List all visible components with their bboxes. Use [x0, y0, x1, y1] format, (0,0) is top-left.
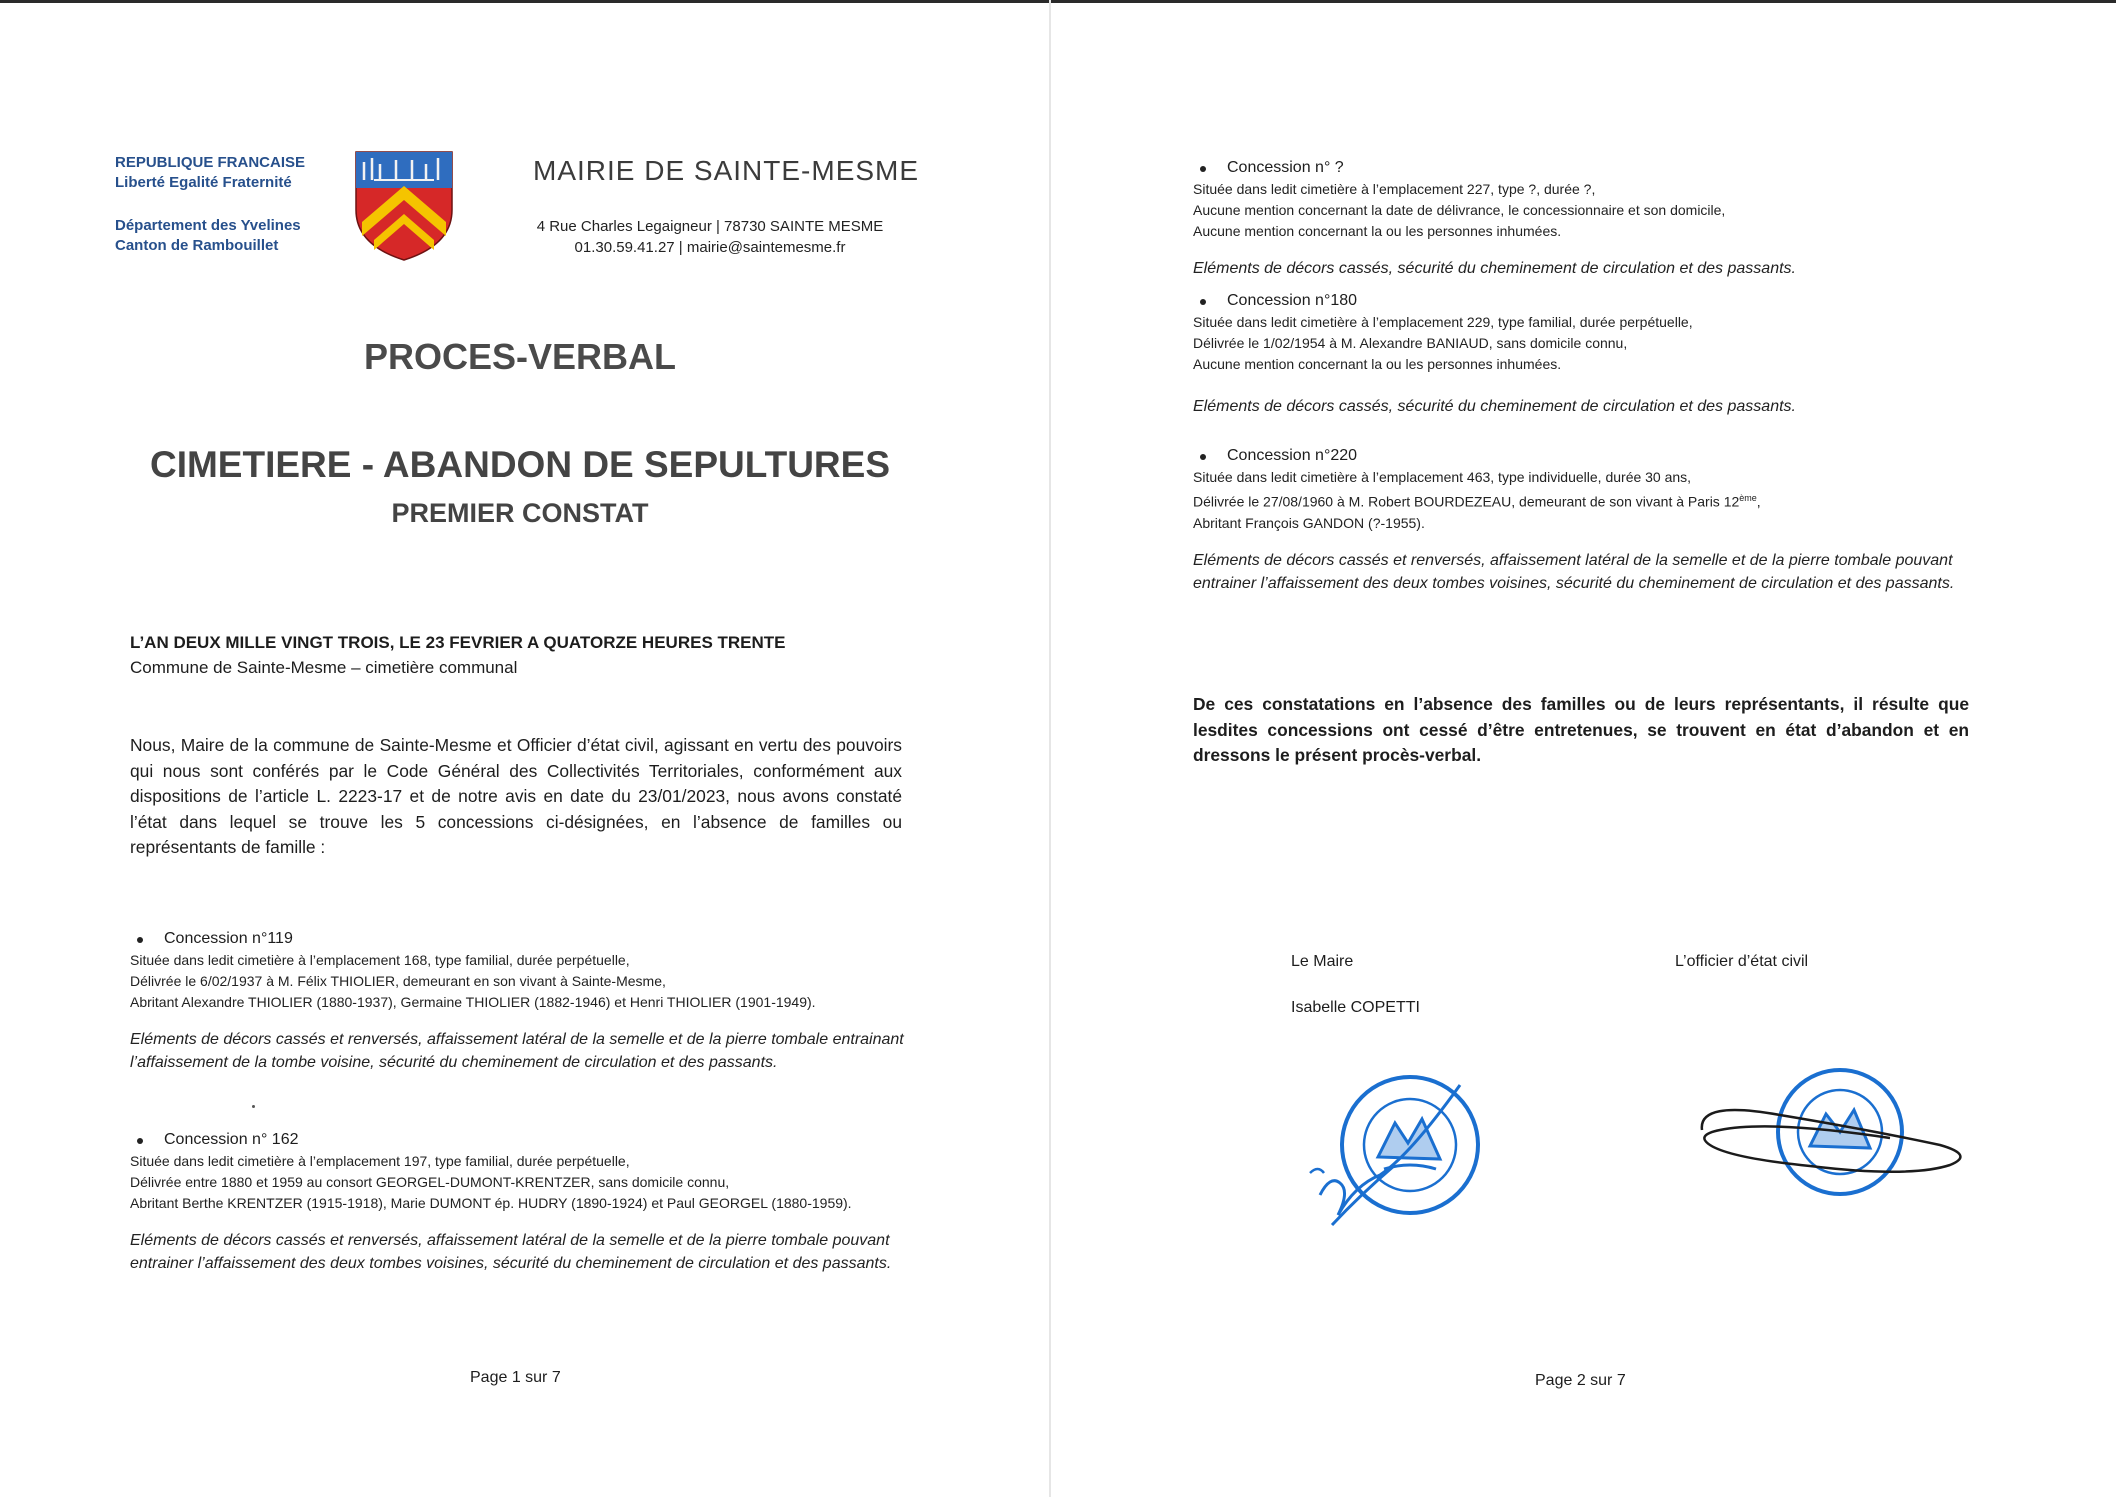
devise-label: Liberté Egalité Fraternité: [115, 174, 292, 191]
departement-label: Département des Yvelines: [115, 217, 301, 234]
concession-line: Aucune mention concernant la date de délivrance, le concessionnaire et son domicile,: [1193, 202, 1726, 218]
concession-observation: Eléments de décors cassés, sécurité du cheminement de circulation et des passants.: [1193, 398, 1796, 415]
concession-line: Située dans ledit cimetière à l’emplacement 229, type familial, durée perpétuelle,: [1193, 314, 1693, 330]
concession-line-end: ,: [1756, 493, 1761, 510]
concession-item: [1193, 157, 1969, 280]
contact-line: 01.30.59.41.27 | mairie@saintemesme.fr: [574, 239, 846, 256]
page-number: Page 1 sur 7: [470, 1369, 561, 1386]
concession-line-text: Délivrée le 27/08/1960 à M. Robert BOURDEZEAU, demeurant de son vivant à Paris 12: [1193, 493, 1740, 510]
concession-line: Aucune mention concernant la ou les personnes inhumées.: [1193, 223, 1562, 239]
officier-stamp-icon: [1690, 1060, 1980, 1230]
concession-line: Aucune mention concernant la ou les personnes inhumées.: [1193, 356, 1562, 372]
concession-line: Délivrée le 6/02/1937 à M. Félix THIOLIER, demeurant en son vivant à Sainte-Mesme,: [130, 973, 666, 989]
concession-observation: Eléments de décors cassés, sécurité du cheminement de circulation et des passants.: [1193, 260, 1796, 277]
document-subject: CIMETIERE - ABANDON DE SEPULTURES: [149, 444, 891, 485]
concession-item: [1193, 290, 1969, 418]
concession-line: [1193, 488, 1969, 513]
concession-line: Abritant Berthe KRENTZER (1915-1918), Marie DUMONT ép. HUDRY (1890-1924) et Paul GEORGEL (1880-1959).: [130, 1195, 852, 1211]
concession-observation: Eléments de décors cassés et renversés, affaissement latéral de la semelle et de la pierre tombale pouvant entrainer l’affaissement des deux tombes voisines, sécurité du cheminement de circulation et des passants.: [1193, 551, 1955, 592]
document-subtitle: PREMIER CONSTAT: [391, 498, 649, 528]
concession-line: Abritant François GANDON (?-1955).: [1193, 514, 1425, 531]
concession-line: Située dans ledit cimetière à l’emplacement 463, type individuelle, durée 30 ans,: [1193, 469, 1692, 485]
date-line: L’AN DEUX MILLE VINGT TROIS, LE 23 FEVRIER A QUATORZE HEURES TRENTE: [130, 633, 786, 652]
concession-observation: Eléments de décors cassés et renversés, affaissement latéral de la semelle et de la pierre tombale pouvant entrainer l’affaissement des deux tombes voisines, sécurité du cheminement de circulation et des passants.: [130, 1232, 892, 1272]
conclusion-paragraph: De ces constatations en l’absence des familles ou de leurs représentants, il résulte que lesdites concessions ont cessé d’être entretenues, se trouvent en état d’abandon et en dressons le présent procès-verbal.: [1193, 694, 1969, 765]
concession-title: Concession n°180: [1193, 290, 1969, 312]
concession-title: Concession n°119: [130, 928, 910, 950]
canton-label: Canton de Rambouillet: [115, 237, 279, 254]
concession-line: Située dans ledit cimetière à l’emplacement 197, type familial, durée perpétuelle,: [130, 1153, 630, 1169]
concession-observation: Eléments de décors cassés et renversés, affaissement latéral de la semelle et de la pierre tombale entrainant l’affaissement de la tombe voisine, sécurité du cheminement de circulation et des passants.: [130, 1031, 904, 1071]
document-title: PROCES-VERBAL: [363, 336, 677, 377]
concession-line: Délivrée le 1/02/1954 à M. Alexandre BANIAUD, sans domicile connu,: [1193, 335, 1628, 351]
concession-title: Concession n°220: [1193, 445, 1969, 467]
concession-title: Concession n° 162: [130, 1129, 910, 1151]
concession-line: Située dans ledit cimetière à l’emplacement 168, type familial, durée perpétuelle,: [130, 952, 630, 968]
superscript: ème: [1739, 493, 1757, 503]
republique-label: REPUBLIQUE FRANCAISE: [115, 154, 306, 171]
concession-line: Délivrée entre 1880 et 1959 au consort GEORGEL-DUMONT-KRENTZER, sans domicile connu,: [130, 1174, 730, 1190]
address-line: 4 Rue Charles Legaigneur | 78730 SAINTE MESME: [536, 218, 884, 235]
concession-item: [1193, 445, 1969, 595]
concession-line: Située dans ledit cimetière à l’emplacement 227, type ?, durée ?,: [1193, 181, 1596, 197]
mairie-stamp-icon: [1300, 1065, 1510, 1245]
intro-paragraph: Nous, Maire de la commune de Sainte-Mesme et Officier d’état civil, agissant en vertu des pouvoirs qui nous sont conférés par le Code Général des Collectivités Territoriales, conformément aux dispositions de l’article L. 2223-17 et de notre avis en date du 23/01/2023, nous avons constaté l’état dans lequel se trouve les 5 concessions ci-désignées, en l’absence de familles ou représentants de famille :: [130, 735, 902, 857]
officier-label: L’officier d’état civil: [1675, 953, 1809, 970]
maire-name: Isabelle COPETTI: [1291, 999, 1420, 1016]
concession-line: Abritant Alexandre THIOLIER (1880-1937), Germaine THIOLIER (1882-1946) et Henri THIOLIER (1901-1949).: [130, 994, 816, 1010]
commune-line: Commune de Sainte-Mesme – cimetière communal: [130, 658, 518, 677]
mairie-title: MAIRIE DE SAINTE-MESME: [533, 155, 920, 186]
maire-label: Le Maire: [1291, 953, 1354, 970]
concession-title: Concession n° ?: [1193, 157, 1969, 179]
page-number: Page 2 sur 7: [1535, 1372, 1626, 1389]
